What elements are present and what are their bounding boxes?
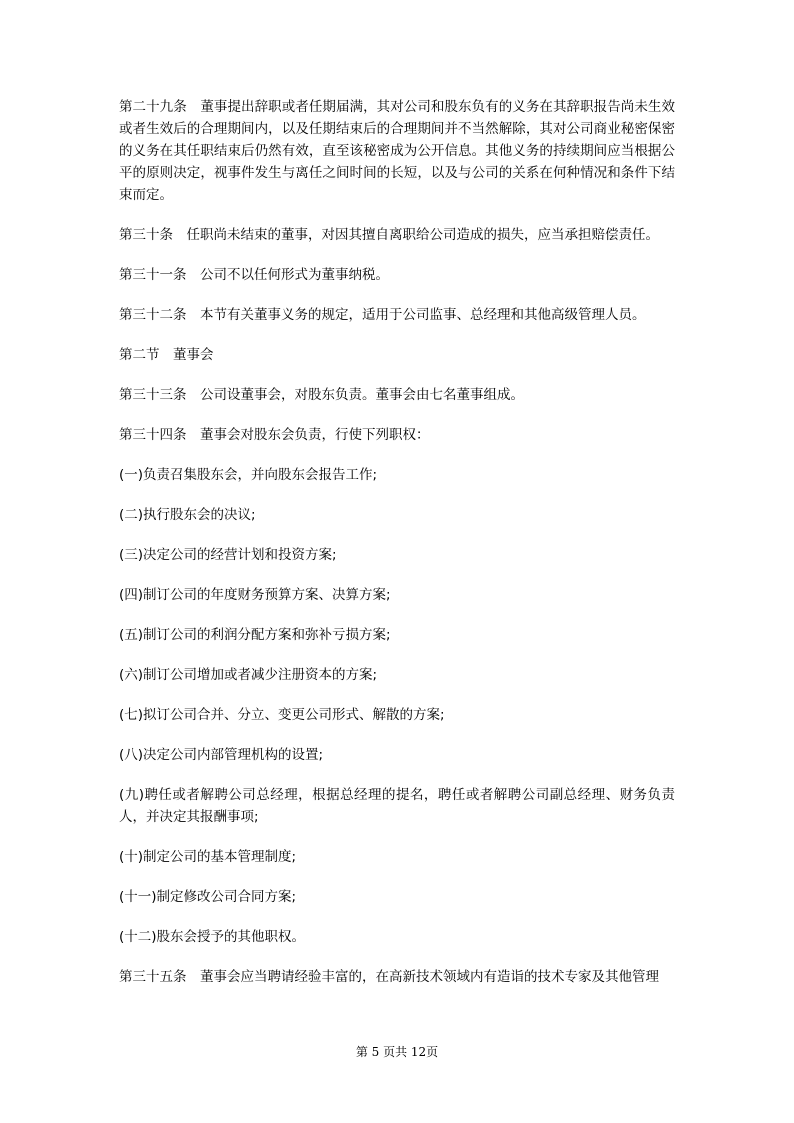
- article-35-paragraph: 第三十五条 董事会应当聘请经验丰富的，在高新技术领域内有造诣的技术专家及其他管理: [119, 969, 659, 985]
- document-body: [119, 96, 675, 1006]
- list-item: (十)制定公司的基本管理制度;: [119, 849, 297, 865]
- section-heading: 第二节 董事会: [119, 347, 214, 363]
- article-34-paragraph: 第三十四条 董事会对股东会负责，行使下列职权：: [119, 427, 430, 443]
- article-31-paragraph: 第三十一条 公司不以任何形式为董事纳税。: [119, 267, 389, 283]
- list-item: (十一)制定修改公司合同方案;: [119, 889, 297, 905]
- list-item: (七)拟订公司合并、分立、变更公司形式、解散的方案;: [119, 707, 445, 723]
- list-item: (四)制订公司的年度财务预算方案、决算方案;: [119, 587, 391, 603]
- article-29-paragraph: 第二十九条 董事提出辞职或者任期届满，其对公司和股东负有的义务在其辞职报告尚未生效或者生效后的合理期间内，以及任期结束后的合理期间并不当然解除，其对公司商业秘密保密的义务在其任职结束后仍然有效，直至该秘密成为公开信息。其他义务的持续期间应当根据公平的原则决定，视事件发生与离任之间时间的长短，以及与公司的关系在何种情况和条件下结束而定。: [119, 99, 675, 203]
- article-32-paragraph: 第三十二条 本节有关董事义务的规定，适用于公司监事、总经理和其他高级管理人员。: [119, 307, 646, 323]
- list-item: (三)决定公司的经营计划和投资方案;: [119, 547, 337, 563]
- article-33-paragraph: 第三十三条 公司设董事会，对股东负责。董事会由七名董事组成。: [119, 387, 524, 403]
- list-item: (二)执行股东会的决议;: [119, 507, 256, 523]
- list-item: (九)聘任或者解聘公司总经理，根据总经理的提名，聘任或者解聘公司副总经理、财务负责人，并决定其报酬事项;: [119, 787, 675, 825]
- list-item: (十二)股东会授予的其他职权。: [119, 929, 306, 945]
- list-item: (五)制订公司的利润分配方案和弥补亏损方案;: [119, 627, 391, 643]
- page-number: 第 5 页共 12页: [355, 1045, 439, 1059]
- list-item: (六)制订公司增加或者减少注册资本的方案;: [119, 667, 378, 683]
- article-30-paragraph: 第三十条 任职尚未结束的董事，对因其擅自离职给公司造成的损失，应当承担赔偿责任。: [119, 227, 659, 243]
- list-item: (一)负责召集股东会，并向股东会报告工作;: [119, 467, 378, 483]
- list-item: (八)决定公司内部管理机构的设置;: [119, 747, 324, 763]
